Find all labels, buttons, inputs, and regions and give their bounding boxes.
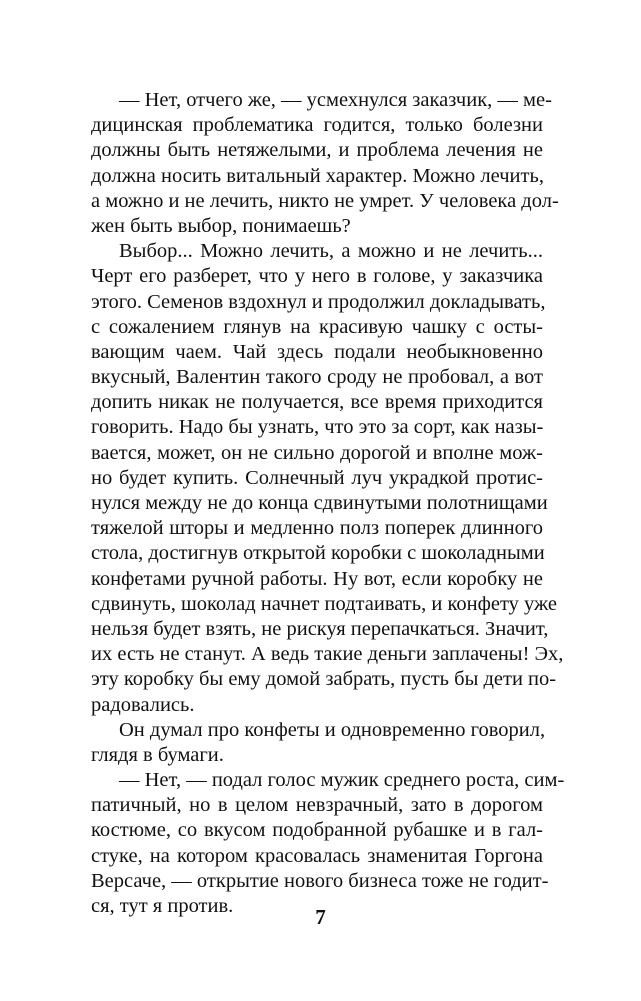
text-line: тяжелой шторы и медленно полз поперек длинного — [91, 517, 543, 540]
text-line: — Нет, отчего же, — усмехнулся заказчик, — ме- — [119, 89, 552, 111]
text-line: но будет купить. Солнечный луч украдкой протис- — [91, 466, 543, 489]
text-line: сдвинуть, шоколад начнет подтаивать, и конфету уже — [91, 592, 558, 615]
text-line: этого. Семенов вздохнул и продолжил докладывать, — [91, 290, 546, 313]
page-number: 7 — [315, 905, 326, 929]
text-line: стола, достигнув открытой коробки с шоколадными — [91, 542, 545, 565]
paragraph — [91, 88, 559, 239]
text-line: с сожалением глянув на красивую чашку с осты- — [91, 315, 543, 338]
text-line: должна носить витальный характер. Можно лечить, — [91, 164, 544, 187]
text-line: жен быть выбор, понимаешь? — [91, 214, 351, 237]
text-line: допить никак не получается, все время приходится — [91, 391, 543, 414]
text-line: вающим чаем. Чай здесь подали необыкновенно — [91, 340, 543, 363]
text-line: их есть не станут. А ведь такие деньги заплачены! Эх, — [91, 643, 564, 666]
paragraph — [91, 768, 565, 919]
text-line: конфетами ручной работы. Ну вот, если коробку не — [91, 567, 543, 590]
paragraph — [91, 718, 546, 768]
text-line: говорить. Надо бы узнать, что это за сорт, как назы- — [91, 416, 544, 439]
text-line: патичный, но в целом невзрачный, зато в дорогом — [91, 794, 543, 817]
paragraph — [91, 239, 564, 718]
text-line: стуке, на котором красовалась знаменитая Горгона — [91, 844, 543, 867]
text-line: эту коробку бы ему домой забрать, пусть бы дети по- — [91, 668, 557, 691]
text-line: Версаче, — открытие нового бизнеса тоже не годит- — [91, 869, 549, 892]
text-line: дицинская проблематика годится, только болезни — [91, 114, 543, 137]
text-line: Он думал про конфеты и одновременно говорил, — [119, 718, 546, 741]
text-line: вается, может, он не сильно дорогой и вполне мож- — [91, 441, 543, 464]
text-line: вкусный, Валентин такого сроду не пробовал, а вот — [91, 366, 543, 389]
text-line: Черт его разберет, что у него в голове, у заказчика — [91, 265, 543, 288]
body-text — [91, 88, 565, 919]
text-line: глядя в бумаги. — [91, 743, 224, 766]
text-line: Выбор... Можно лечить, а можно и не лечить... — [119, 240, 543, 263]
text-line: костюме, со вкусом подобранной рубашке и в гал- — [91, 819, 543, 842]
text-line: ся, тут я против. — [91, 895, 234, 917]
text-line: а можно и не лечить, никто не умрет. У человека дол- — [91, 189, 559, 212]
text-line: нельзя будет взять, не рискуя перепачкаться. Значит, — [91, 617, 549, 640]
text-line: должны быть нетяжелыми, и проблема лечения не — [91, 139, 543, 162]
text-line: радовались. — [91, 693, 195, 716]
text-line: нулся между не до конца сдвинутыми полотнищами — [91, 492, 548, 514]
text-line: — Нет, — подал голос мужик среднего роста, сим- — [119, 769, 565, 792]
